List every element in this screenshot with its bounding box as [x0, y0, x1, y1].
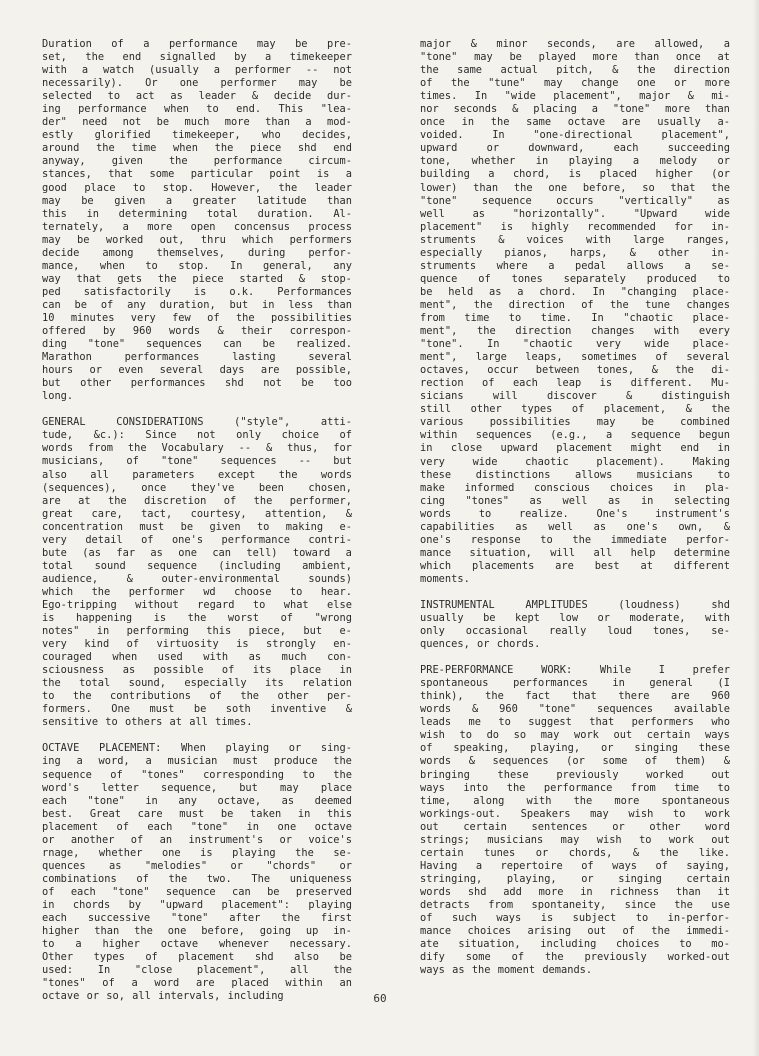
text-line: spontaneous performances in general (I [420, 677, 730, 690]
text-line: but other performances shd not be too [42, 377, 352, 390]
text-line: of such ways is subject to in-perfor- [420, 912, 730, 925]
text-line: rection of each leap is different. Mu- [420, 377, 730, 390]
text-line: cing "tones" as well as in selecting [420, 494, 730, 507]
text-line: building a chord, is placed higher (or [420, 168, 730, 181]
text-line: Ego-tripping without regard to what else [42, 598, 352, 611]
text-line: Having a repertoire of ways of saying, [420, 859, 730, 872]
text-line: major & minor seconds, are allowed, a [420, 38, 730, 50]
text-line: stringing, playing, or singing certain [420, 872, 730, 885]
text-line: tude, &c.): Since not only choice of [42, 429, 352, 442]
text-line: upward or downward, each succeeding [420, 142, 730, 155]
paragraph [420, 38, 730, 586]
text-line: bringing these previously worked out [420, 768, 730, 781]
text-line: each "tone" in any octave, as deemed [42, 794, 352, 807]
text-line: used: In "close placement", all the [42, 964, 352, 977]
text-line: estly glorified timekeeper, who decides, [42, 129, 352, 142]
left-column [42, 38, 352, 1016]
text-line: audience, & outer-environmental sounds) [42, 572, 352, 585]
text-line: may be worked out, thru which performers [42, 233, 352, 246]
text-line: these distinctions allows musicians to [420, 468, 730, 481]
paragraph [420, 599, 730, 651]
text-line: mance, when to stop. In general, any [42, 259, 352, 272]
text-line: octaves, occur between tones, & the di- [420, 364, 730, 377]
text-line: decide among themselves, during perfor- [42, 246, 352, 259]
text-line: still other types of placement, & the [420, 403, 730, 416]
text-line: ways as the moment demands. [420, 964, 593, 977]
text-line: der" need not be much more than a mod- [42, 116, 352, 129]
text-line: words shd add more in richness than it [420, 885, 730, 898]
text-line: musicians, of "tone" sequences -- but [42, 455, 352, 468]
text-line: think), the fact that there are 960 [420, 690, 730, 703]
text-line: voided. In "one-directional placement", [420, 129, 730, 142]
paragraph [42, 416, 352, 729]
text-line: quences as "melodies" or "chords" or [42, 859, 352, 872]
text-line: set, the end signalled by a timekeeper [42, 51, 352, 64]
text-line: nor seconds & placing a "tone" more than [420, 103, 730, 116]
text-line: detracts from spontaneity, since the use [420, 899, 730, 911]
text-line: struments & voices with large ranges, [420, 233, 730, 246]
text-line: selected to act as leader & decide dur- [42, 90, 352, 103]
page-number: 60 [373, 992, 387, 1005]
text-line: INSTRUMENTAL AMPLITUDES (loudness) shd [420, 598, 730, 611]
text-line: of the "tune" may change one or more [420, 77, 730, 90]
text-line: sequence of "tones" corresponding to the [42, 768, 352, 781]
text-line: (sequences), once they've been chosen, [42, 481, 352, 494]
text-line: one's response to the immediate perfor- [420, 533, 730, 546]
text-line: concentration must be given to making e- [42, 520, 352, 533]
text-line: are at the discretion of the performer, [42, 494, 352, 507]
text-line: rnage, whether one is playing the se- [42, 846, 352, 859]
text-line: words from the Vocabulary -- & thus, for [42, 442, 352, 455]
text-line: make informed conscious choices in pla- [420, 481, 730, 494]
text-line: mance choices arising out of the immedi- [420, 925, 730, 938]
text-line: of each "tone" sequence can be preserved [42, 885, 352, 898]
text-line: this in determining total duration. Al- [42, 207, 352, 220]
paragraph [42, 38, 352, 403]
text-line: words to realize. One's instrument's [420, 507, 730, 520]
text-line: leads me to suggest that performers who [420, 716, 730, 729]
text-line: offered by 960 words & their correspon- [42, 325, 352, 338]
text-line: notes" in performing this piece, but e- [42, 625, 352, 638]
text-line: which placements are best at different [420, 559, 730, 572]
text-line: lower) than the one before, so that the [420, 181, 730, 194]
text-line: formers. One must be soth inventive & [42, 703, 352, 716]
text-line: time, along with the more spontaneous [420, 794, 730, 807]
paragraph [420, 664, 730, 977]
text-line: each successive "tone" after the first [42, 912, 352, 925]
text-line: ment", large leaps, sometimes of several [420, 351, 730, 364]
text-line: especially pianos, harps, & other in- [420, 246, 730, 259]
text-line: well as "horizontally". "Upward wide [420, 207, 730, 220]
text-line: in chords by "upward placement": playing [42, 899, 352, 911]
text-line: bute (as far as one can tell) toward a [42, 546, 352, 559]
text-line: mance situation, will all help determine [420, 546, 730, 559]
text-line: ing a word, a musician must produce the [42, 755, 352, 768]
paragraph [42, 742, 352, 1003]
text-line: hours or even several days are possible, [42, 364, 352, 377]
text-line: be held as a chord. In "changing place- [420, 285, 730, 298]
right-column [420, 38, 730, 990]
text-line: quence of tones separately produced to [420, 272, 730, 285]
text-line: words & sequences (or some of them) & [420, 755, 730, 768]
text-line: is happening is the worst of "wrong [42, 612, 352, 625]
text-line: moments. [420, 572, 470, 585]
text-line: tone, whether in playing a melody or [420, 155, 730, 168]
text-line: may be given a greater latitude than [42, 194, 352, 207]
text-line: the same actual pitch, & the direction [420, 64, 730, 77]
text-line: times. In "wide placement", major & mi- [420, 90, 730, 103]
page-edge-shadow [753, 0, 759, 1056]
text-line: sensitive to others at all times. [42, 716, 253, 729]
text-line: ate situation, including choices to mo- [420, 938, 730, 951]
text-line: sicians will discover & distinguish [420, 390, 730, 403]
text-line: ways into the performance from time to [420, 781, 730, 794]
text-line: octave or so, all intervals, including [42, 990, 284, 1003]
text-line: very kind of virtuosity is strongly en- [42, 638, 352, 651]
text-line: placement" is highly recommended for in- [420, 220, 730, 233]
text-line: ternately, a more open concensus process [42, 220, 352, 233]
text-line: ped satisfactorily is o.k. Performances [42, 285, 352, 298]
text-line: capabilities as well as one's own, & [420, 520, 730, 533]
text-line: Duration of a performance may be pre- [42, 38, 352, 50]
text-line: ing performance when to end. This "lea- [42, 103, 352, 116]
text-line: quences, or chords. [420, 638, 541, 651]
text-line: strings; musicians may wish to work out [420, 833, 730, 846]
text-line: couraged when used with as much con- [42, 651, 352, 664]
text-line: very wide chaotic placement). Making [420, 455, 730, 468]
text-line: certain tunes or chords, & the like. [420, 846, 730, 859]
text-line: around the time when the piece shd end [42, 142, 352, 155]
text-line: within sequences (e.g., a sequence begun [420, 429, 730, 442]
text-line: of speaking, playing, or singing these [420, 742, 730, 755]
text-line: necessarily). Or one performer may be [42, 77, 352, 90]
text-line: sciousness as possible of its place in [42, 664, 352, 677]
text-line: long. [42, 390, 74, 403]
text-line: GENERAL CONSIDERATIONS ("style", atti- [42, 416, 352, 429]
text-line: good place to stop. However, the leader [42, 181, 352, 194]
text-line: out certain sentences or other word [420, 820, 730, 833]
text-line: can be of any duration, but in less than [42, 298, 352, 311]
text-line: higher than the one before, going up in- [42, 925, 352, 938]
text-line: total sound sequence (including ambient, [42, 559, 352, 572]
text-line: word's letter sequence, but may place [42, 781, 352, 794]
text-line: placement of each "tone" in one octave [42, 820, 352, 833]
text-line: stances, that some particular point is a [42, 168, 352, 181]
text-line: to a higher octave whenever necessary. [42, 938, 352, 951]
text-line: in close upward placement might end in [420, 442, 730, 455]
text-line: various possibilities may be combined [420, 416, 730, 429]
text-line: from time to time. In "chaotic place- [420, 311, 730, 324]
text-line: ding "tone" sequences can be realized. [42, 338, 352, 351]
text-line: usually be kept low or moderate, with [420, 612, 730, 625]
text-line: only occasional really loud tones, se- [420, 625, 730, 638]
text-line: Other types of placement shd also be [42, 951, 352, 964]
text-line: PRE-PERFORMANCE WORK: While I prefer [420, 664, 730, 677]
text-line: "tone" may be played more than once at [420, 51, 730, 64]
text-line: Marathon performances lasting several [42, 351, 352, 364]
text-line: to the contributions of the other per- [42, 690, 352, 703]
text-line: "tone" sequence occurs "vertically" as [420, 194, 730, 207]
text-line: 10 minutes very few of the possibilities [42, 311, 352, 324]
text-line: anyway, given the performance circum- [42, 155, 352, 168]
text-line: "tones" of a word are placed within an [42, 977, 352, 990]
text-line: once in the same octave are usually a- [420, 116, 730, 129]
text-line: combinations of the two. The uniqueness [42, 872, 352, 885]
text-line: very detail of one's performance contri- [42, 533, 352, 546]
text-line: way that gets the piece started & stop- [42, 272, 352, 285]
text-line: which the performer wd choose to hear. [42, 585, 352, 598]
text-line: workings-out. Speakers may wish to work [420, 807, 730, 820]
text-line: also all parameters except the words [42, 468, 352, 481]
text-line: or another of an instrument's or voice's [42, 833, 352, 846]
text-line: best. Great care must be taken in this [42, 807, 352, 820]
text-line: ment", the direction of the tune changes [420, 298, 730, 311]
text-line: great care, tact, courtesy, attention, & [42, 507, 352, 520]
text-line: dify some of the previously worked-out [420, 951, 730, 964]
text-line: OCTAVE PLACEMENT: When playing or sing- [42, 742, 352, 755]
text-line: "tone". In "chaotic very wide place- [420, 338, 730, 351]
text-line: ment", the direction changes with every [420, 325, 730, 338]
text-line: the total sound, especially its relation [42, 677, 352, 690]
text-line: words & 960 "tone" sequences available [420, 703, 730, 716]
text-line: wish to do so may work out certain ways [420, 729, 730, 742]
text-line: struments where a pedal allows a se- [420, 259, 730, 272]
text-line: with a watch (usually a performer -- not [42, 64, 352, 77]
